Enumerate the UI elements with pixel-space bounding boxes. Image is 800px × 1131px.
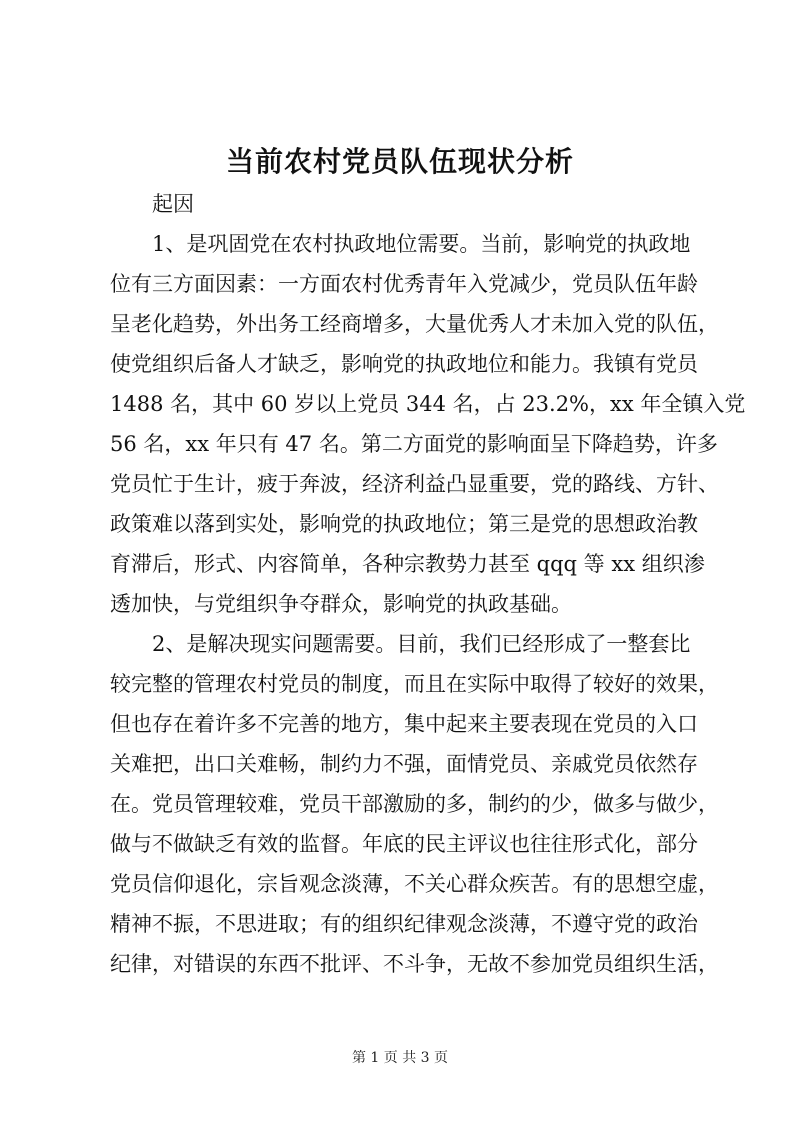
paragraph-1-line: 育滞后，形式、内容简单，各种宗教势力甚至 qqq 等 xx 组织渗 — [110, 552, 705, 576]
paragraph-2-line: 较完整的管理农村党员的制度，而且在实际中取得了较好的效果， — [110, 672, 719, 696]
paragraph-1-line: 1488 名，其中 60 岁以上党员 344 名，占 23.2%，xx 年全镇入党 — [110, 392, 746, 416]
paragraph-1-line: 使党组织后备人才缺乏，影响党的执政地位和能力。我镇有党员 — [110, 352, 698, 376]
document-body — [110, 184, 746, 984]
paragraph-2-line: 但也存在着许多不完善的地方，集中起来主要表现在党员的入口 — [110, 712, 698, 736]
paragraph-1-line: 呈老化趋势，外出务工经商增多，大量优秀人才未加入党的队伍， — [110, 312, 719, 336]
paragraph-2-line: 2、是解决现实问题需要。目前，我们已经形成了一整套比 — [152, 632, 691, 656]
paragraph-2-line: 在。党员管理较难，党员干部激励的多，制约的少，做多与做少， — [110, 792, 719, 816]
paragraph-1-line: 政策难以落到实处，影响党的执政地位；第三是党的思想政治教 — [110, 512, 698, 536]
document-title: 当前农村党员队伍现状分析 — [225, 145, 574, 178]
paragraph-1-line: 党员忙于生计，疲于奔波，经济利益凸显重要，党的路线、方针、 — [110, 472, 719, 496]
paragraph-1-line: 56 名，xx 年只有 47 名。第二方面党的影响面呈下降趋势，许多 — [110, 432, 718, 456]
paragraph-2-line: 精神不振，不思进取；有的组织纪律观念淡薄，不遵守党的政治 — [110, 912, 698, 936]
paragraph-2-line: 党员信仰退化，宗旨观念淡薄，不关心群众疾苦。有的思想空虚， — [110, 872, 719, 896]
paragraph-2-line: 纪律，对错误的东西不批评、不斗争，无故不参加党员组织生活， — [110, 952, 719, 976]
section-heading: 起因 — [152, 192, 194, 216]
paragraph-1-line: 1、是巩固党在农村执政地位需要。当前，影响党的执政地 — [152, 232, 691, 256]
paragraph-1-line: 位有三方面因素：一方面农村优秀青年入党减少，党员队伍年龄 — [110, 272, 698, 296]
paragraph-1 — [110, 224, 746, 624]
paragraph-2 — [110, 624, 719, 984]
paragraph-1-line: 透加快，与党组织争夺群众，影响党的执政基础。 — [110, 592, 572, 616]
paragraph-2-line: 做与不做缺乏有效的监督。年底的民主评议也往往形式化，部分 — [110, 832, 698, 856]
paragraph-2-line: 关难把，出口关难畅，制约力不强，面情党员、亲戚党员依然存 — [110, 752, 698, 776]
page-footer: 第 1 页 共 3 页 — [351, 1050, 449, 1066]
